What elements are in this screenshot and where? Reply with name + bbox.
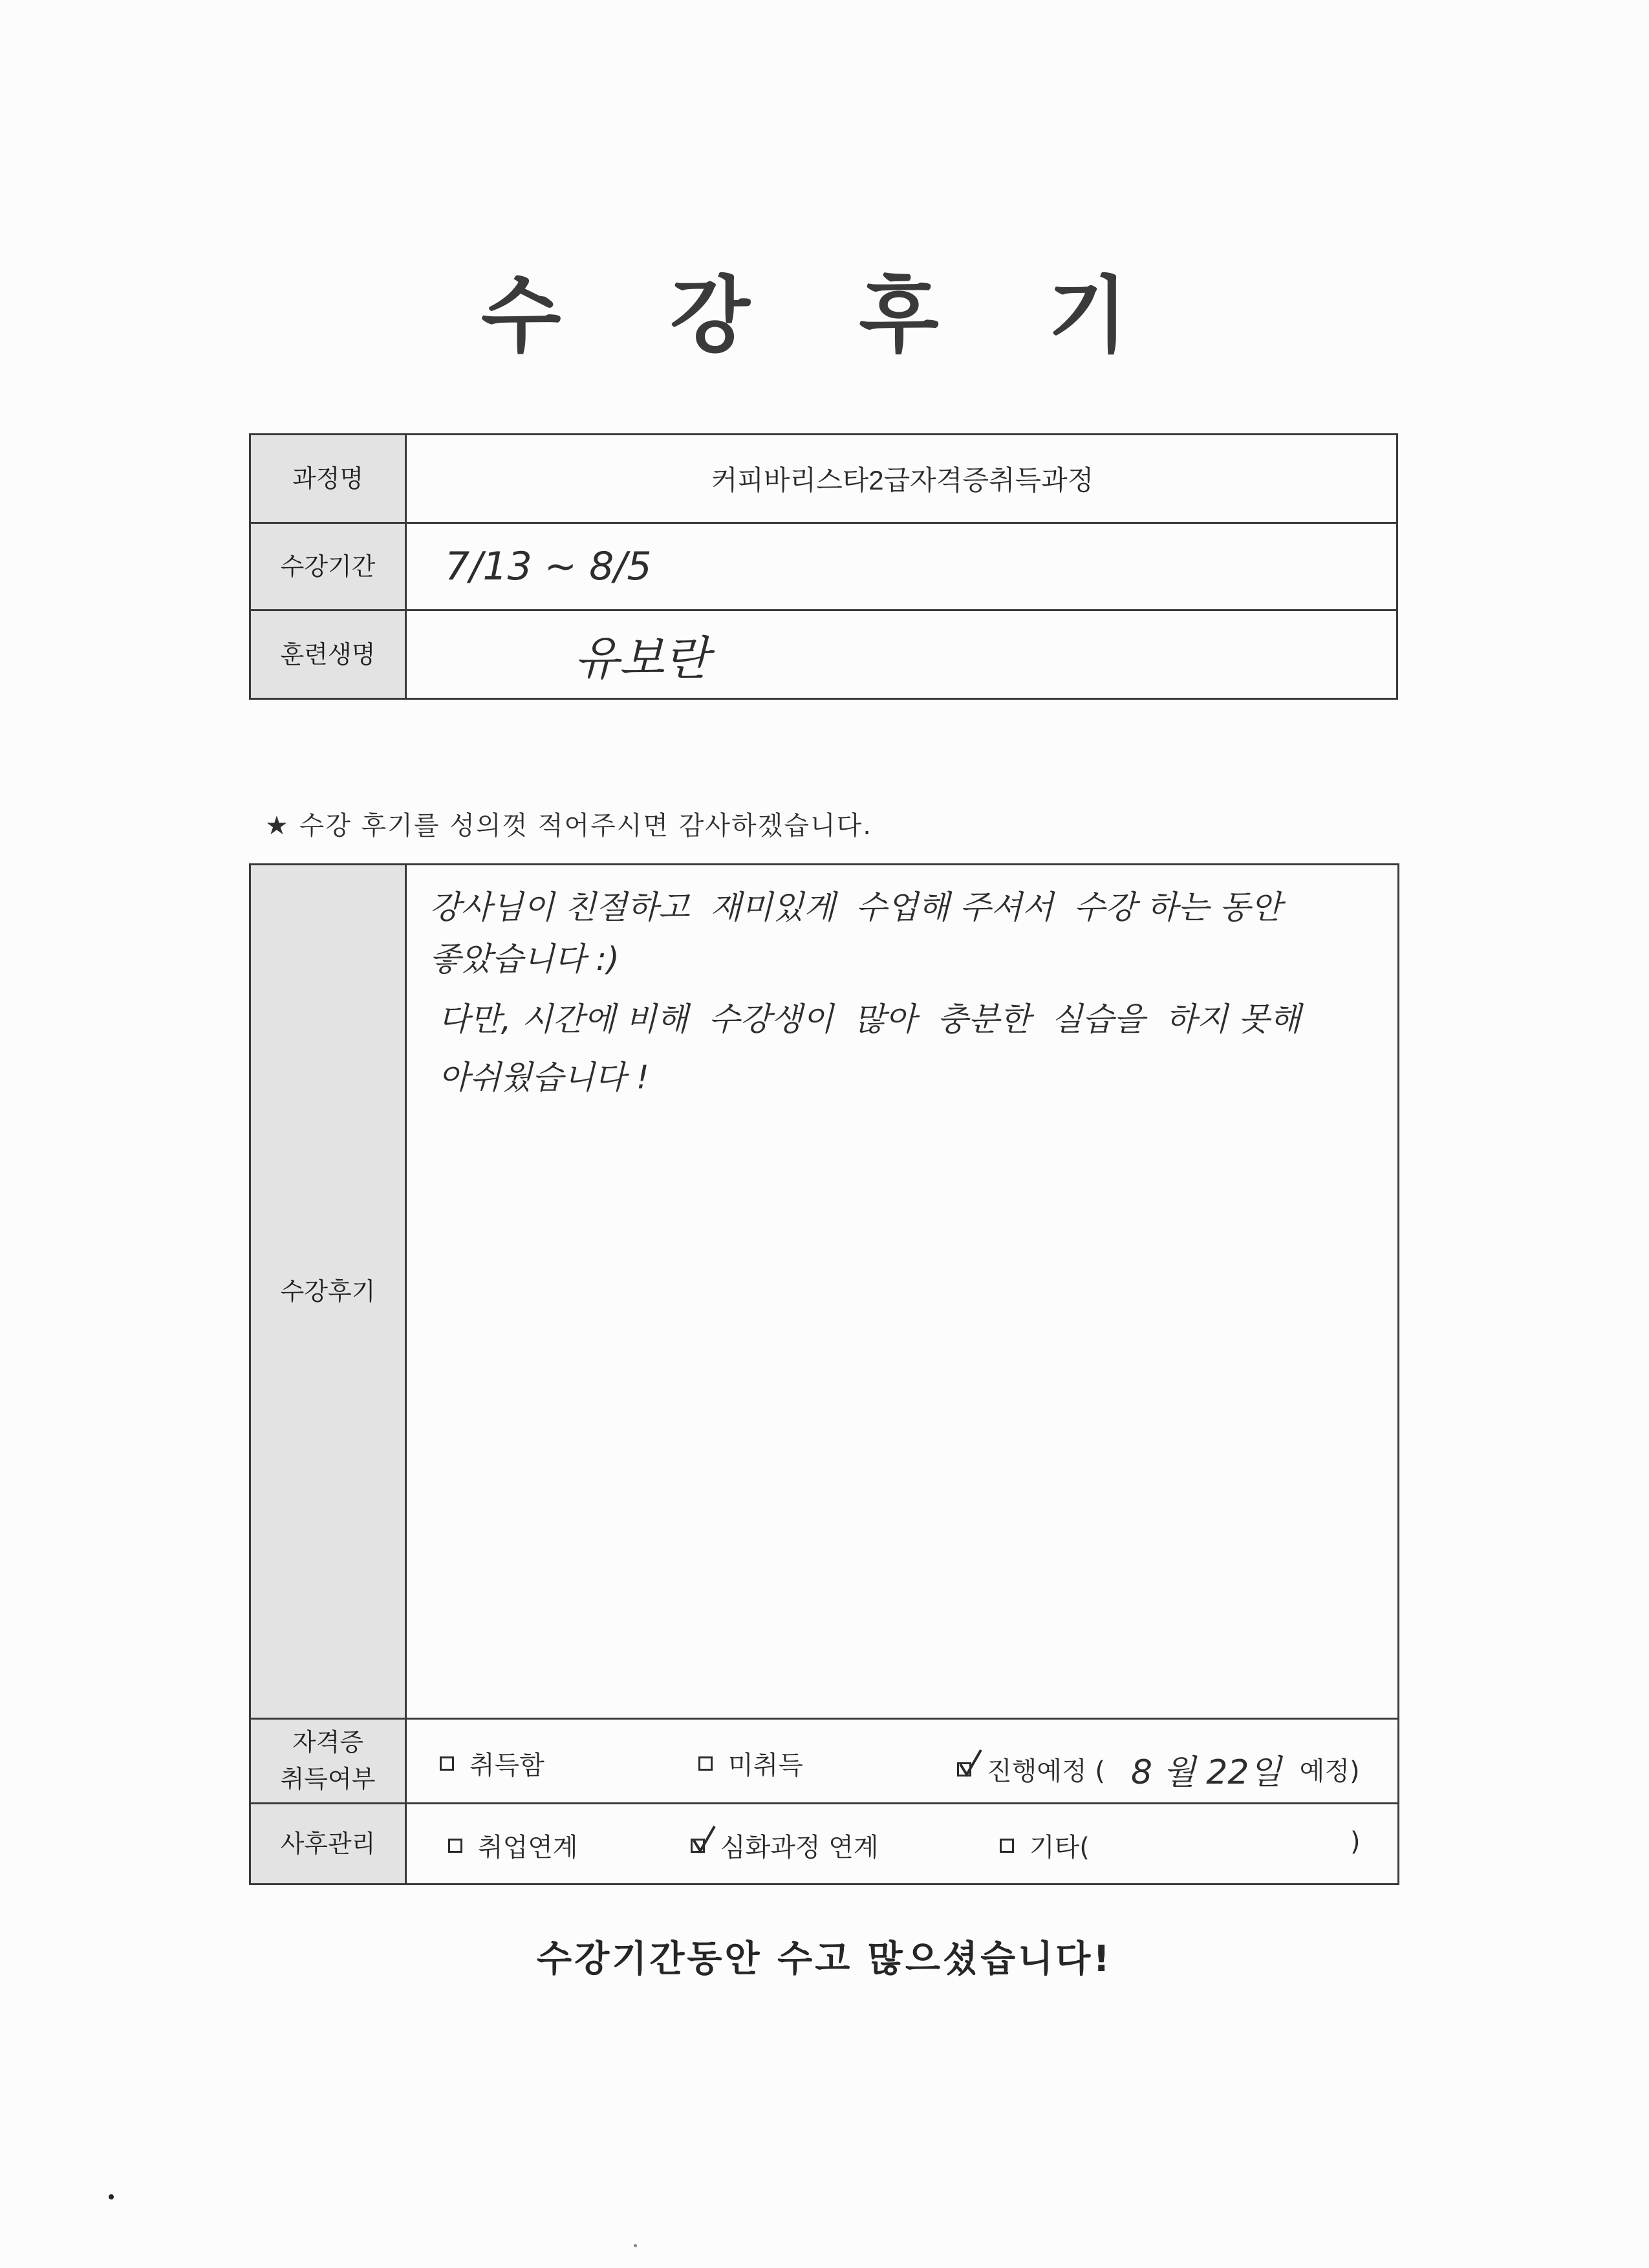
info-table: [249, 433, 1398, 700]
certificate-option-scheduled[interactable]: [957, 1745, 1360, 1793]
row-divider: [251, 1802, 1397, 1804]
row-divider: [251, 522, 1396, 524]
checkbox-icon[interactable]: [957, 1762, 971, 1777]
name-label: 훈련생명: [251, 611, 407, 698]
row-divider: [251, 609, 1396, 611]
certificate-option-acquired[interactable]: [440, 1745, 544, 1782]
option-label: 취득함: [469, 1751, 544, 1780]
checkbox-icon[interactable]: [698, 1756, 713, 1771]
option-label: 취업연계: [478, 1833, 578, 1863]
scan-speck: [634, 2244, 637, 2247]
closing-message: 수강기간동안 수고 많으셨습니다!: [537, 1938, 1112, 1980]
review-line: 강사님이 친절하고 재미있게 수업해 주셔서 수강 하는 동안: [429, 889, 1282, 926]
period-label: 수강기간: [251, 524, 407, 609]
scan-speck: [109, 2194, 114, 2199]
checkbox-icon[interactable]: [448, 1839, 462, 1853]
scheduled-suffix: 예정): [1299, 1756, 1360, 1786]
document-title: 수 강 후 기: [480, 268, 1169, 364]
certificate-label: [251, 1720, 407, 1802]
review-line: 아쉬웠습니다 !: [438, 1059, 649, 1096]
checkbox-icon[interactable]: [440, 1756, 454, 1771]
instruction-note: ★ 수강 후기를 성의껏 적어주시면 감사하겠습니다.: [265, 811, 872, 841]
course-value: 커피바리스타2급자격증취득과정: [711, 465, 1094, 495]
option-label: 기타(: [1029, 1833, 1090, 1863]
period-value: 7/13 ~ 8/5: [445, 544, 652, 589]
trainee-name-value: 유보란: [574, 631, 709, 686]
option-label: 미취득: [728, 1751, 803, 1780]
option-label: 진행예정 (: [987, 1756, 1105, 1786]
aftercare-option-advanced-course[interactable]: [691, 1827, 879, 1864]
option-label: 심화과정 연계: [720, 1833, 879, 1863]
review-table: [249, 863, 1399, 1885]
aftercare-close-paren: ): [1350, 1827, 1361, 1857]
checkmark-icon: [691, 1824, 717, 1856]
review-text-area: [409, 865, 1397, 1718]
review-label: 수강후기: [251, 865, 407, 1718]
review-line: 다만, 시간에 비해 수강생이 많아 충분한 실습을 하지 못해: [438, 1000, 1301, 1038]
review-line: 좋았습니다 :): [429, 940, 620, 978]
aftercare-option-other[interactable]: [1000, 1827, 1090, 1864]
checkbox-icon[interactable]: [1000, 1839, 1014, 1853]
course-label: 과정명: [251, 435, 407, 522]
checkmark-icon: [958, 1747, 984, 1780]
certificate-label-line2: 취득여부: [280, 1765, 376, 1793]
certificate-label-line1: 자격증: [292, 1728, 364, 1756]
aftercare-label: 사후관리: [251, 1804, 407, 1883]
certificate-option-not-acquired[interactable]: [698, 1745, 803, 1782]
aftercare-option-employment[interactable]: [448, 1827, 578, 1864]
scheduled-date: 8 월 22일: [1130, 1753, 1282, 1792]
checkbox-icon[interactable]: [691, 1839, 705, 1853]
row-divider: [251, 1718, 1397, 1720]
